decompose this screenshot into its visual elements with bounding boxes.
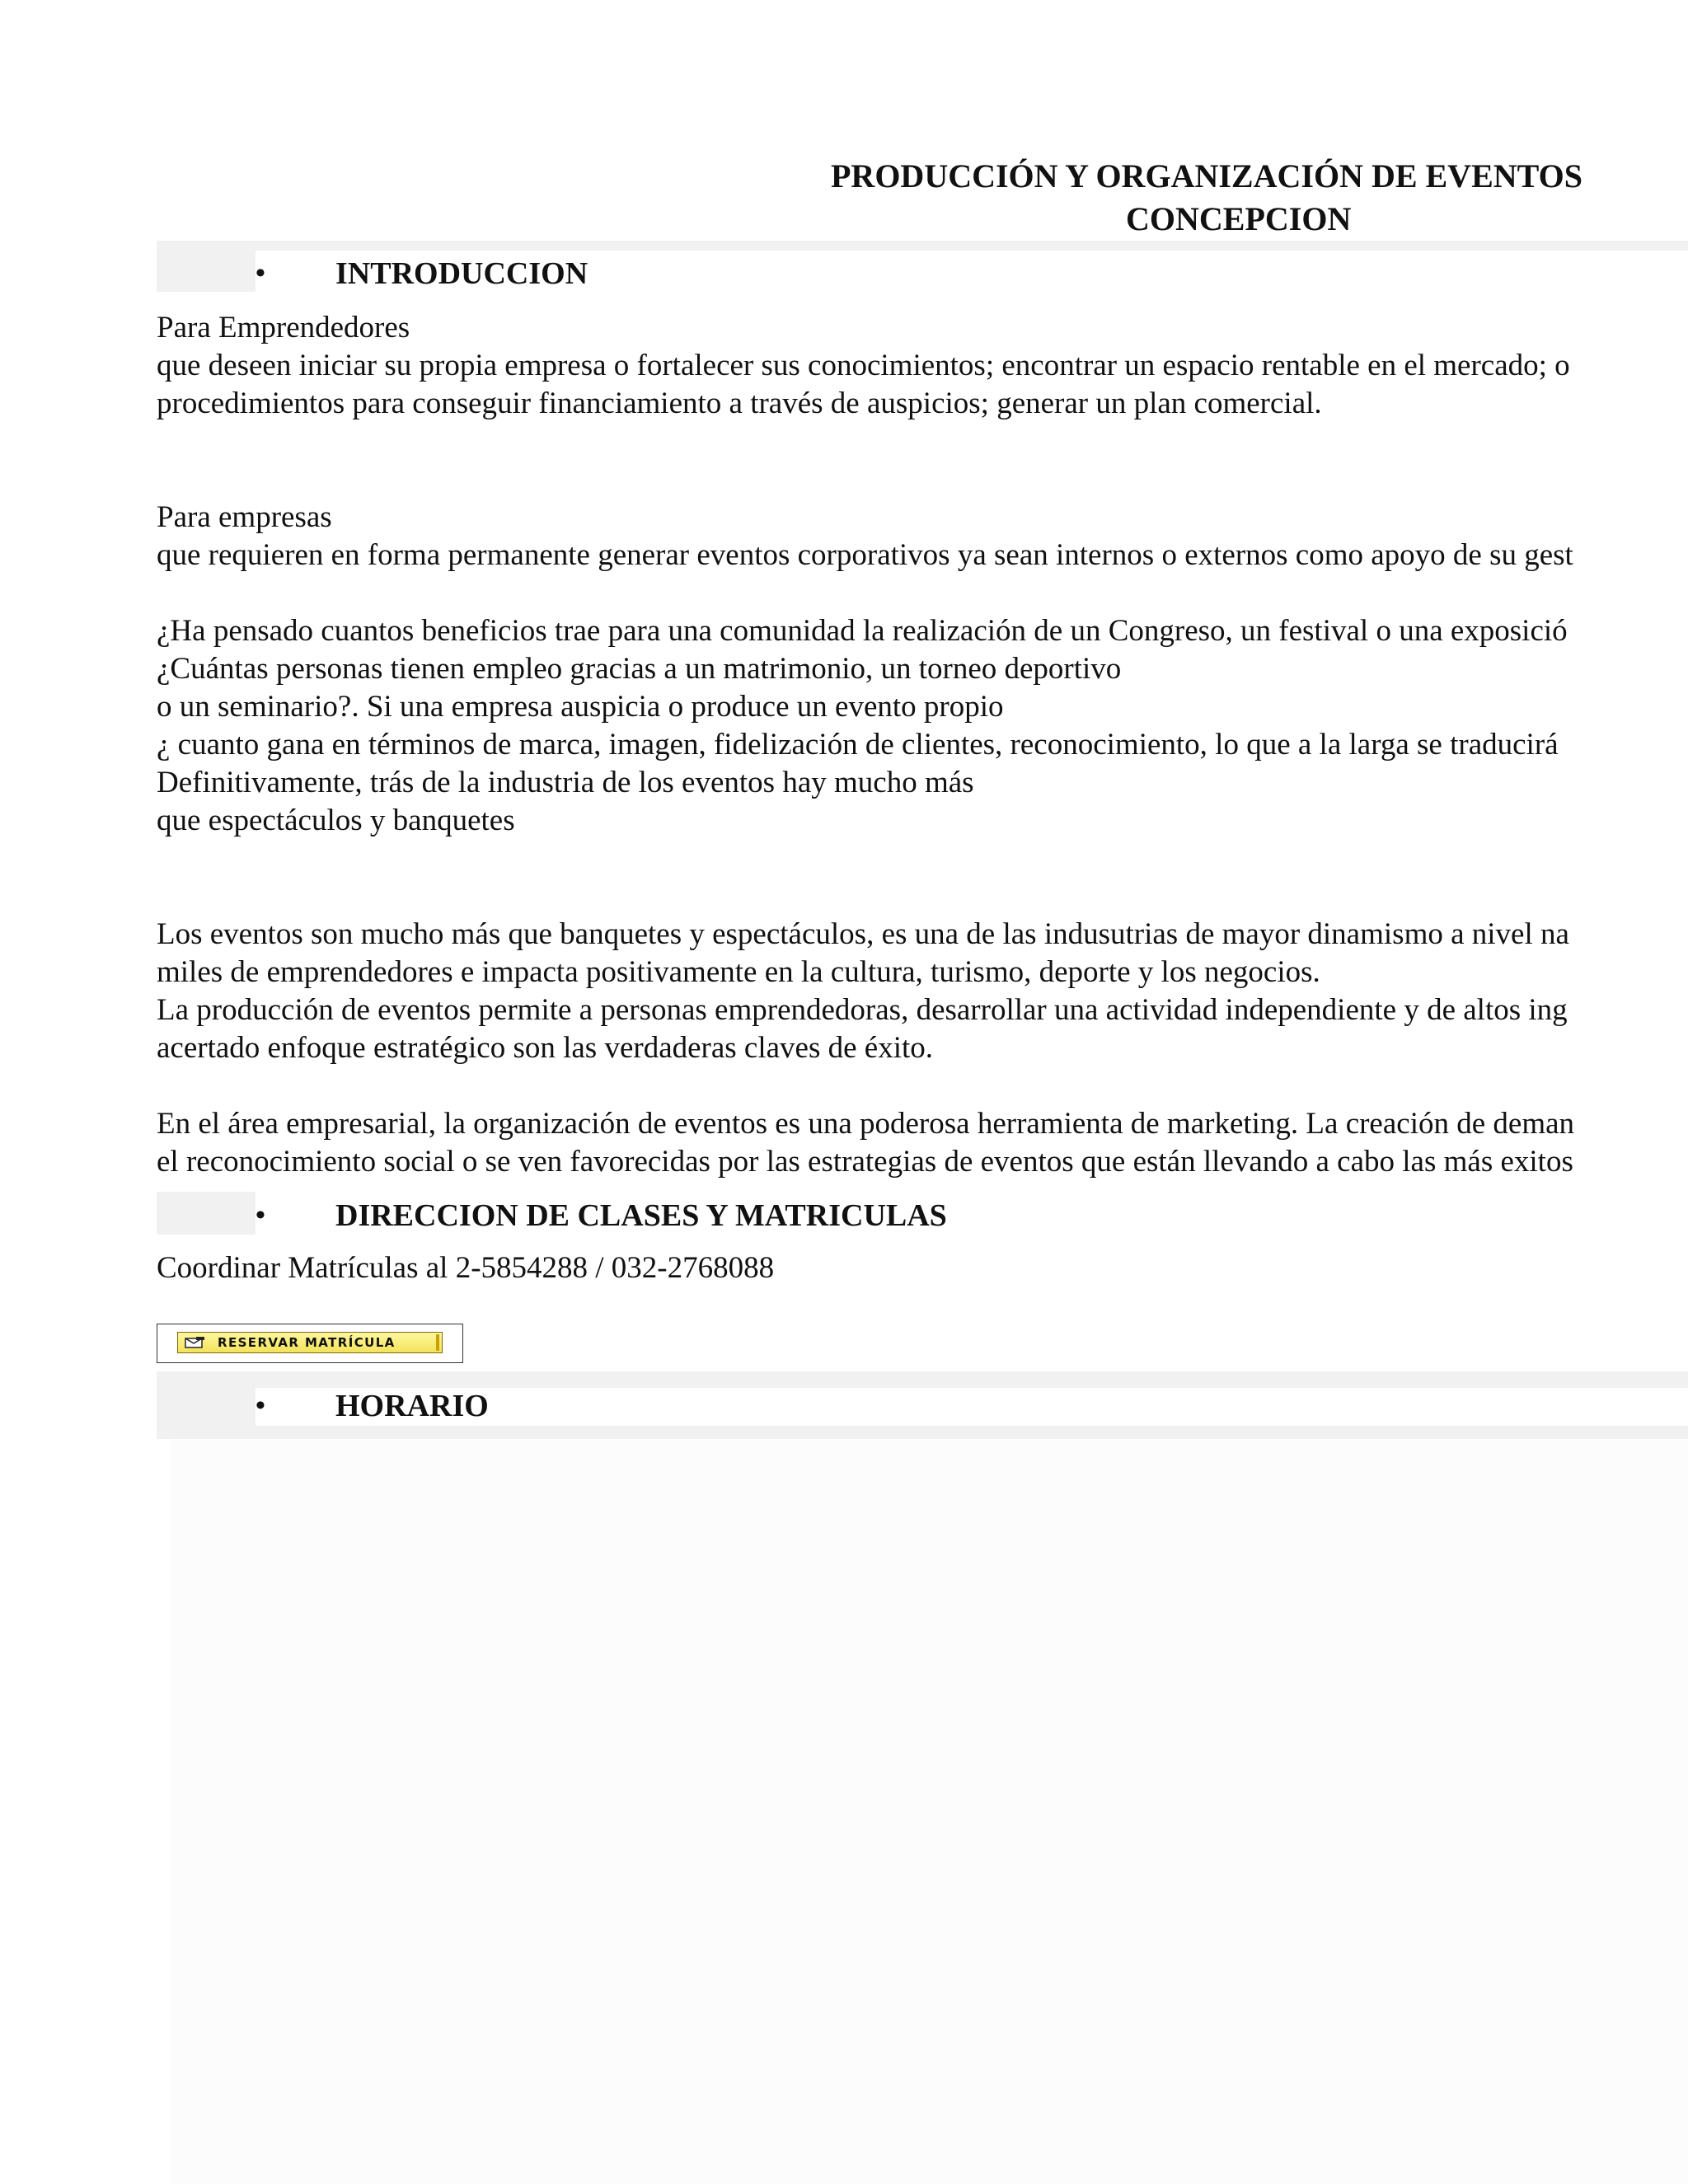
paragraph-line: el reconocimiento social o se ven favorecidas por las estrategias de eventos que están llevando a cabo las más exitos [157, 1145, 1573, 1179]
paragraph-line: Definitivamente, trás de la industria de los eventos hay mucho más [157, 766, 974, 799]
page-title: PRODUCCIÓN Y ORGANIZACIÓN DE EVENTOS [831, 157, 1582, 194]
section-label: HORARIO [335, 1389, 489, 1423]
bullet-icon: • [256, 1200, 265, 1230]
button-label: RESERVAR MATRÍCULA [218, 1335, 396, 1350]
horario-content-panel [171, 1439, 1688, 2184]
bullet-icon: • [256, 1390, 265, 1421]
section-label: DIRECCION DE CLASES Y MATRICULAS [335, 1198, 947, 1233]
reservar-matricula-button[interactable] [157, 1324, 463, 1363]
envelope-icon [185, 1337, 206, 1348]
paragraph-line: En el área empresarial, la organización de eventos es una poderosa herramienta de marketing. La creación de deman [157, 1107, 1575, 1141]
paragraph-line: Los eventos son mucho más que banquetes y espectáculos, es una de las indusutrias de mayor dinamismo a nivel na [157, 917, 1569, 951]
paragraph-line: que deseen iniciar su propia empresa o fortalecer sus conocimientos; encontrar un espacio rentable en el mercado; o [157, 349, 1570, 382]
paragraph-line: ¿Cuántas personas tienen empleo gracias a un matrimonio, un torneo deportivo [157, 652, 1122, 686]
paragraph-line: que espectáculos y banquetes [157, 804, 515, 837]
paragraph-line: procedimientos para conseguir financiamiento a través de auspicios; generar un plan comercial. [157, 387, 1322, 420]
paragraph-line: miles de emprendedores e impacta positivamente en la cultura, turismo, deporte y los negocios. [157, 955, 1320, 989]
paragraph-line: que requieren en forma permanente generar eventos corporativos ya sean internos o externos como apoyo de su gest [157, 538, 1573, 572]
page-subtitle: CONCEPCION [1126, 200, 1352, 237]
paragraph-heading: Para Emprendedores [157, 311, 410, 344]
section-label: INTRODUCCION [335, 256, 588, 291]
button-edge [436, 1334, 439, 1351]
paragraph-line: ¿Ha pensado cuantos beneficios trae para una comunidad la realización de un Congreso, un festival o una exposició [157, 614, 1568, 648]
contact-text: Coordinar Matrículas al 2-5854288 / 032-2768088 [157, 1251, 775, 1285]
button-face [177, 1332, 443, 1353]
bullet-icon: • [256, 258, 265, 288]
paragraph-line: acertado enfoque estratégico son las verdaderas claves de éxito. [157, 1031, 934, 1065]
paragraph-heading: Para empresas [157, 500, 332, 534]
paragraph-line: o un seminario?. Si una empresa auspicia o produce un evento propio [157, 690, 1004, 724]
paragraph-line: ¿ cuanto gana en términos de marca, imagen, fidelización de clientes, reconocimiento, lo que a la larga se traducirá [157, 728, 1559, 762]
paragraph-line: La producción de eventos permite a personas emprendedoras, desarrollar una actividad independiente y de altos ing [157, 993, 1568, 1027]
